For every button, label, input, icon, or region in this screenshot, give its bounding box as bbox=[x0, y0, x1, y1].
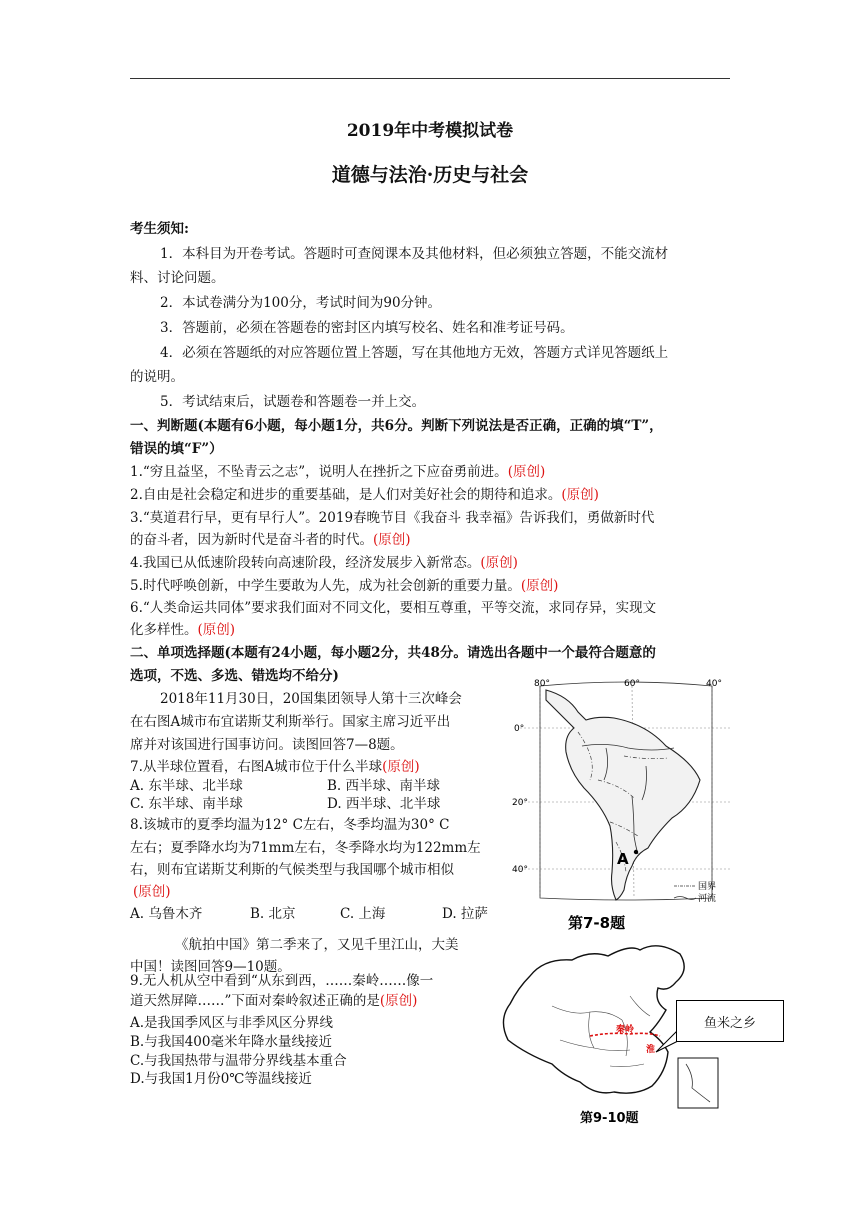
question-3: 3.“莫道君行早，更有早行人”。2019春晚节目《我奋斗 我幸福》告诉我们，勇做新时代 bbox=[130, 510, 655, 526]
question-5 bbox=[130, 578, 558, 595]
qinling-label: 秦岭 bbox=[616, 1025, 635, 1035]
legend-border: 国界 bbox=[698, 882, 717, 892]
notice-item-4-cont: 的说明。 bbox=[130, 369, 184, 385]
question-text: 5.时代呼唤创新，中学生要敢为人先，成为社会创新的重要力量。 bbox=[130, 578, 521, 594]
lat-label: 40° bbox=[512, 865, 528, 875]
question-text: 的奋斗者，因为新时代是奋斗者的时代。 bbox=[130, 532, 373, 548]
lon-label: 60° bbox=[624, 679, 640, 689]
q7-option-a: A. 东半球、北半球 bbox=[130, 778, 243, 794]
q9-option-d: D.与我国1月份0℃等温线接近 bbox=[130, 1071, 312, 1087]
question-text: 1.“穷且益坚，不坠青云之志”，说明人在挫折之下应奋勇前进。 bbox=[130, 464, 508, 480]
question-8: 8.该城市的夏季均温为12° C左右，冬季均温为30° C bbox=[130, 817, 450, 833]
intro-q7-8-cont: 席并对该国进行国事访问。读图回答7—8题。 bbox=[130, 737, 404, 753]
lat-label: 0° bbox=[514, 724, 525, 734]
lon-label: 80° bbox=[534, 679, 550, 689]
section2-heading-cont: 选项，不选、多选、错选均不给分) bbox=[130, 668, 339, 684]
q7-option-c: C. 东半球、南半球 bbox=[130, 796, 243, 812]
q7-option-b: B. 西半球、南半球 bbox=[327, 778, 441, 794]
notice-item-4: 4．必须在答题纸的对应答题位置上答题，写在其他地方无效，答题方式详见答题纸上 bbox=[160, 345, 669, 361]
q8-option-b: B. 北京 bbox=[250, 906, 296, 922]
question-3-cont bbox=[130, 532, 411, 549]
original-tag: (原创) bbox=[373, 532, 411, 548]
south-sea-inset bbox=[678, 1058, 718, 1108]
question-text: 2.自由是社会稳定和进步的重要基础，是人们对美好社会的期待和追求。 bbox=[130, 487, 562, 503]
question-text: 4.我国已从低速阶段转向高速阶段，经济发展步入新常态。 bbox=[130, 555, 481, 571]
original-tag: (原创) bbox=[520, 578, 559, 594]
notice-item-5: 5．考试结束后，试题卷和答题卷一并上交。 bbox=[160, 394, 426, 410]
original-tag: (原创) bbox=[379, 993, 418, 1009]
map2-caption: 第9-10题 bbox=[580, 1111, 639, 1126]
question-text: 化多样性。 bbox=[130, 622, 198, 638]
south-america-map bbox=[506, 676, 734, 932]
notice-heading: 考生须知: bbox=[130, 221, 189, 237]
notice-item-3: 3．答题前，必须在答题卷的密封区内填写校名、姓名和准考证号码。 bbox=[160, 320, 574, 336]
huai-label: 淮 bbox=[646, 1045, 656, 1055]
original-tag: (原创) bbox=[561, 487, 599, 503]
exam-subtitle: 道德与法治·历史与社会 bbox=[331, 164, 529, 186]
question-6: 6.“人类命运共同体”要求我们面对不同文化，要相互尊重，平等交流，求同存异，实现文 bbox=[130, 600, 657, 616]
question-1 bbox=[130, 464, 545, 481]
intro-q9-10: 《航拍中国》第二季来了，又见千里江山，大美 bbox=[175, 937, 459, 953]
q8-option-d: D. 拉萨 bbox=[442, 906, 488, 922]
top-rule bbox=[130, 78, 730, 79]
question-4 bbox=[130, 555, 518, 572]
city-a-marker bbox=[634, 850, 638, 854]
question-9-cont bbox=[130, 993, 417, 1010]
question-text: 道天然屏障……”下面对秦岭叙述正确的是 bbox=[130, 993, 380, 1009]
notice-item-1-cont: 料、讨论问题。 bbox=[130, 270, 225, 286]
section2-heading: 二、单项选择题(本题有24小题，每小题2分，共48分。请选出各题中一个最符合题意的 bbox=[130, 645, 656, 661]
q9-option-c: C.与我国热带与温带分界线基本重合 bbox=[130, 1053, 347, 1069]
question-9: 9.无人机从空中看到“从东到西，……秦岭……像一 bbox=[130, 973, 434, 989]
original-tag: (原创) bbox=[197, 622, 236, 638]
china-outline bbox=[503, 946, 684, 1093]
q8-option-a: A. 乌鲁木齐 bbox=[130, 906, 203, 922]
q9-option-a: A.是我国季风区与非季风区分界线 bbox=[130, 1015, 334, 1031]
question-6-cont bbox=[130, 622, 235, 639]
notice-item-2: 2．本试卷满分为100分，考试时间为90分钟。 bbox=[160, 295, 442, 311]
question-7 bbox=[130, 759, 420, 776]
section1-heading: 一、判断题(本题有6小题，每小题1分，共6分。判断下列说法是否正确，正确的填“T”， bbox=[130, 418, 663, 434]
question-text: 7.从半球位置看，右图A城市位于什么半球 bbox=[130, 759, 383, 775]
fish-rice-callout: 鱼米之乡 bbox=[676, 1000, 784, 1042]
intro-q7-8-cont: 在右图A城市布宜诺斯艾利斯举行。国家主席习近平出 bbox=[130, 714, 451, 730]
question-8-cont: 左右；夏季降水均为71mm左右，冬季降水均为122mm左 bbox=[130, 840, 481, 856]
exam-title: 2019年中考模拟试卷 bbox=[346, 121, 514, 141]
intro-q9-10-cont: 中国！读图回答9—10题。 bbox=[130, 959, 291, 975]
original-tag: (原创) bbox=[133, 884, 171, 900]
original-tag: (原创) bbox=[480, 555, 518, 571]
city-a-label: A bbox=[617, 850, 629, 868]
map1-caption: 第7-8题 bbox=[568, 914, 626, 932]
question-8-cont: 右，则布宜诺斯艾利斯的气候类型与我国哪个城市相似 bbox=[130, 862, 454, 878]
lon-label: 40° bbox=[706, 679, 722, 689]
original-tag: (原创) bbox=[507, 464, 546, 480]
notice-item-1: 1．本科目为开卷考试。答题时可查阅课本及其他材料，但必须独立答题，不能交流材 bbox=[160, 246, 669, 262]
q9-option-b: B.与我国400毫米年降水量线接近 bbox=[130, 1034, 332, 1050]
q7-option-d: D. 西半球、北半球 bbox=[327, 796, 441, 812]
legend-river: 河流 bbox=[698, 894, 717, 904]
original-tag: (原创) bbox=[382, 759, 420, 775]
section1-heading-cont: 错误的填“F”） bbox=[130, 441, 223, 457]
intro-q7-8: 2018年11月30日，20国集团领导人第十三次峰会 bbox=[160, 691, 462, 707]
q8-option-c: C. 上海 bbox=[340, 906, 386, 922]
lat-label: 20° bbox=[512, 798, 528, 808]
question-2 bbox=[130, 487, 599, 504]
